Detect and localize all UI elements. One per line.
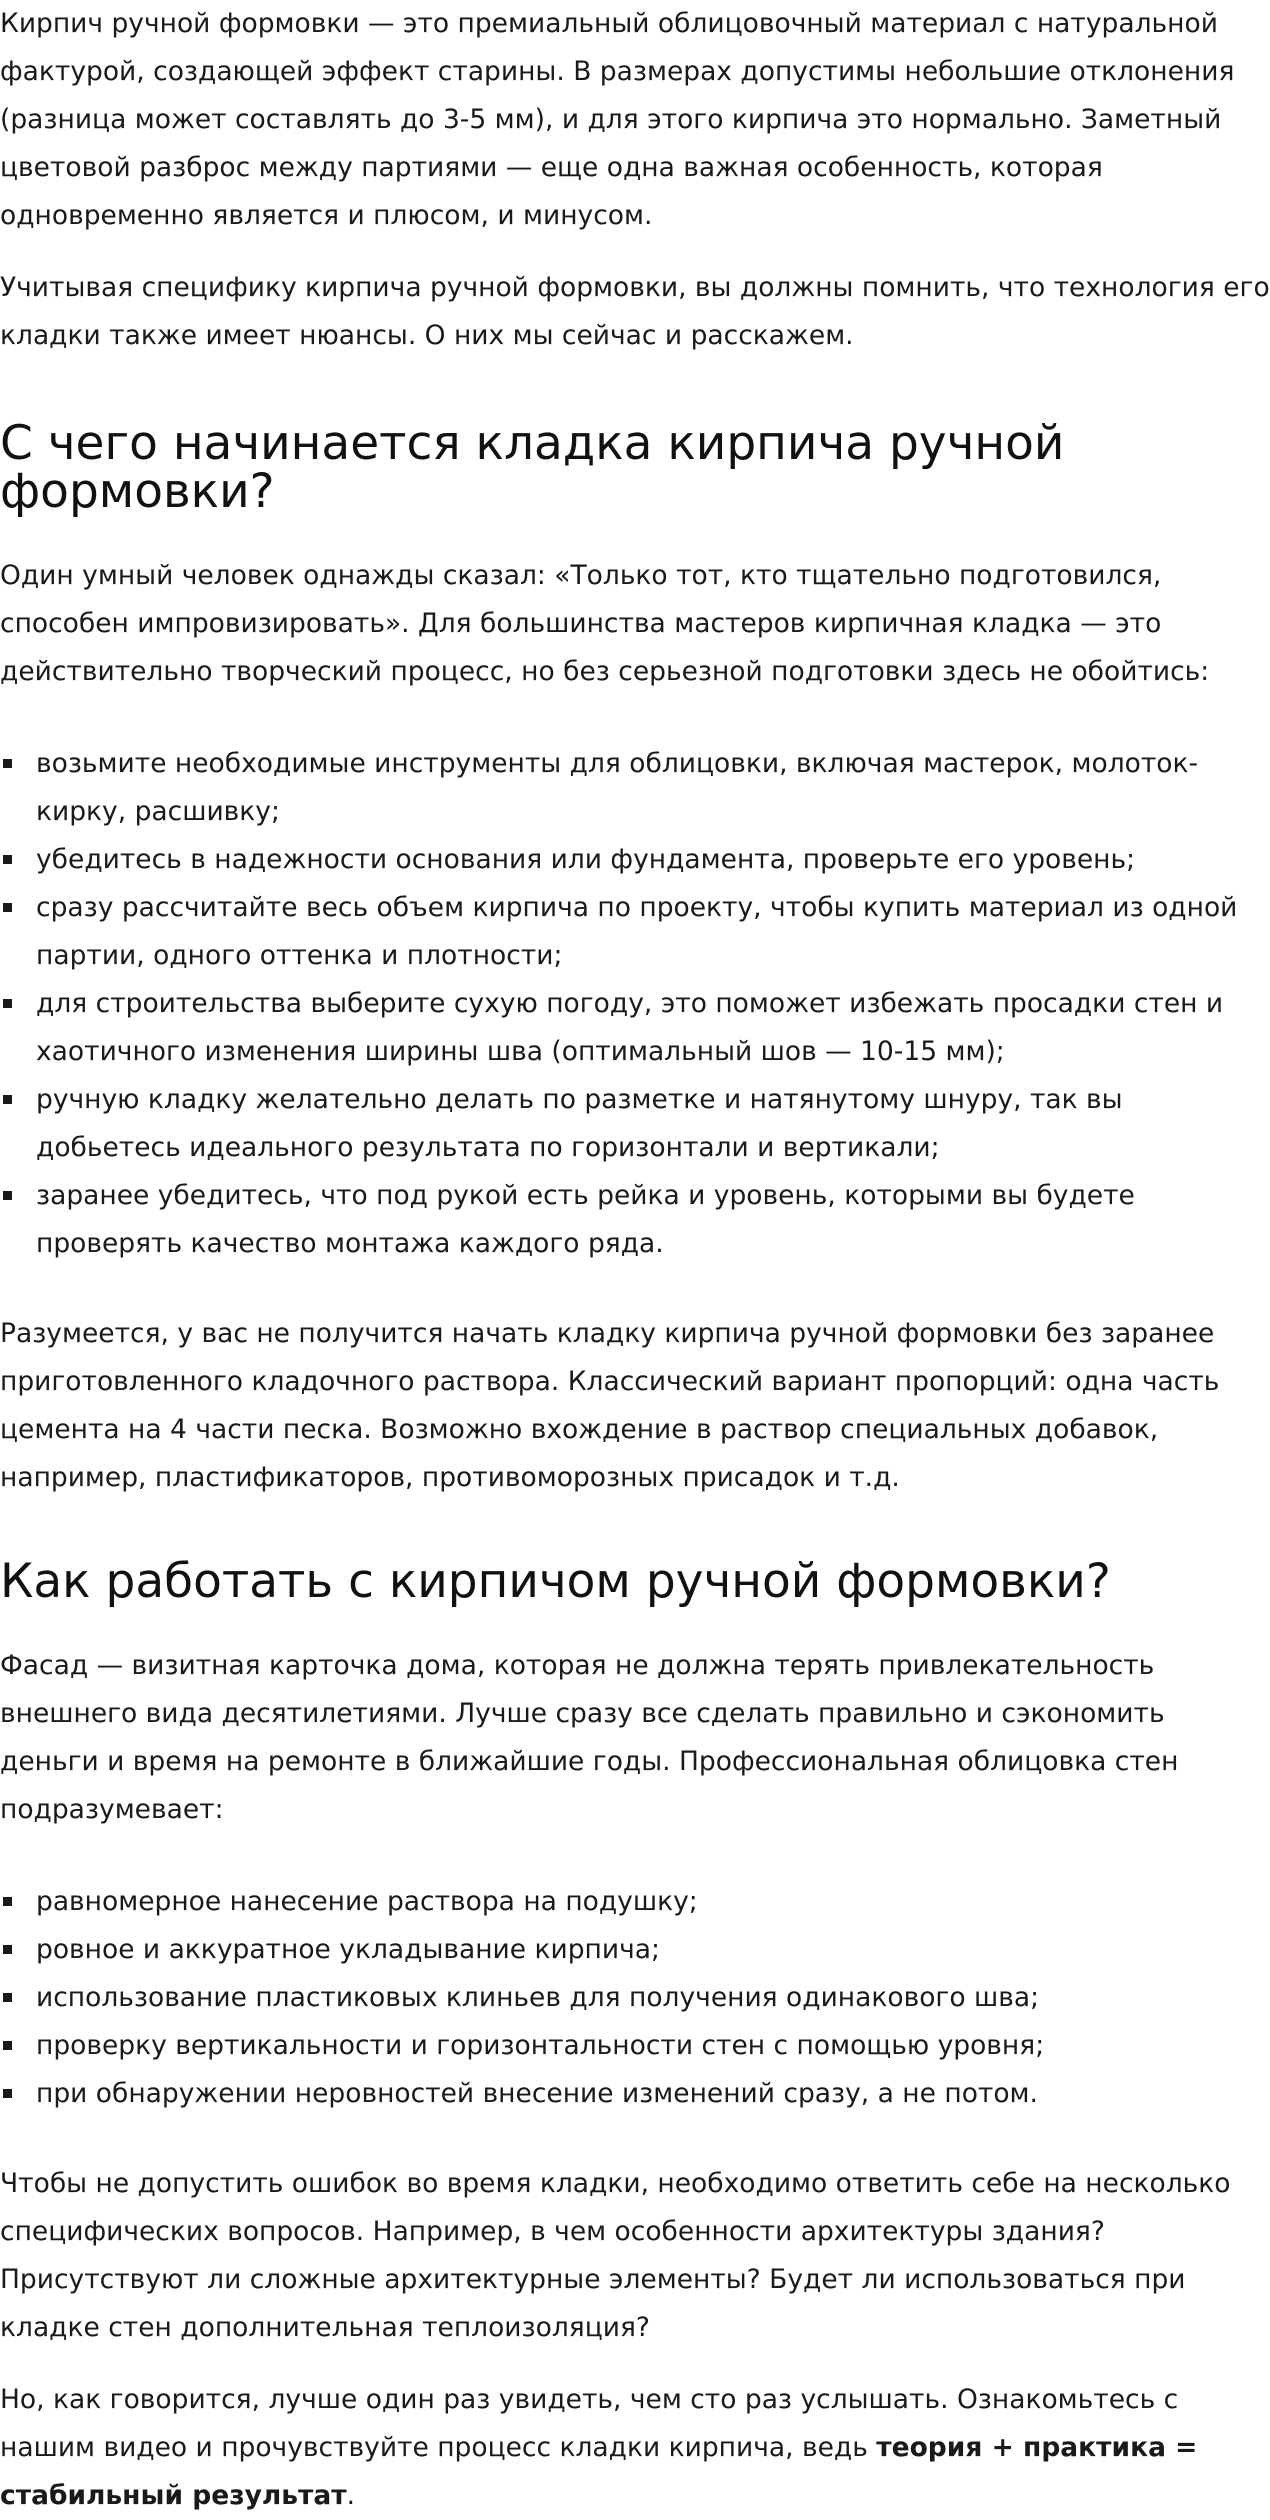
section-2-intro: Фасад — визитная карточка дома, которая не должна терять привлекательность внешнего вида десятилетиями. Лучше сразу все сделать правильно и сэкономить деньги и время на ремонте в ближайшие годы. Профессиональная облицовка стен подразумевает:: [0, 1650, 1179, 1825]
bullet-square-icon: [3, 1897, 12, 1906]
list-item-text: ровное и аккуратное укладывание кирпича;: [36, 1934, 660, 1965]
list-item-text: проверку вертикальности и горизонтальности стен с помощью уровня;: [36, 2030, 1045, 2061]
list-item-text: ручную кладку желательно делать по разметке и натянутому шнуру, так вы добьетесь идеального результата по горизонтали и вертикали;: [36, 1084, 1123, 1163]
list-item: [0, 740, 1270, 836]
list-item: [0, 1974, 1270, 2022]
list-item-text: заранее убедитесь, что под рукой есть рейка и уровень, которыми вы будете проверять качество монтажа каждого ряда.: [36, 1180, 1135, 1259]
list-item-text: сразу рассчитайте весь объем кирпича по проекту, чтобы купить материал из одной партии, одного оттенка и плотности;: [36, 892, 1238, 971]
section-2-heading: Как работать с кирпичом ручной формовки?: [0, 1554, 1111, 1609]
bullet-square-icon: [3, 2089, 12, 2098]
closing-text: Но, как говорится, лучше один раз увидеть, чем сто раз услышать. Ознакомьтесь с нашим видео и прочувствуйте процесс кладки кирпича, ведь: [0, 2384, 1179, 2463]
section-1-outro: Разумеется, у вас не получится начать кладку кирпича ручной формовки без заранее приготовленного кладочного раствора. Классический вариант пропорций: одна часть цемента на 4 части песка. Возможно вхождение в раствор специальных добавок, например, пластификаторов, противоморозных присадок и т.д.: [0, 1318, 1220, 1493]
list-item: [0, 1076, 1270, 1172]
closing-paragraph: [0, 2376, 1270, 2520]
list-item: [0, 884, 1270, 980]
list-item-text: возьмите необходимые инструменты для облицовки, включая мастерок, молоток-кирку, расшивку;: [36, 748, 1199, 827]
list-item-text: равномерное нанесение раствора на подушку;: [36, 1886, 698, 1917]
list-item: [0, 1926, 1270, 1974]
list-item-text: использование пластиковых клиньев для получения одинакового шва;: [36, 1982, 1040, 2013]
section-2-outro: Чтобы не допустить ошибок во время кладки, необходимо ответить себе на несколько специфических вопросов. Например, в чем особенности архитектуры здания? Присутствуют ли сложные архитектурные элементы? Будет ли использоваться при кладке стен дополнительная теплоизоляция?: [0, 2168, 1231, 2343]
closing-emphasis: теория + практика = стабильный результат: [0, 2432, 1198, 2511]
section-1-list: [0, 740, 1270, 1268]
bullet-square-icon: [3, 759, 12, 768]
list-item: [0, 836, 1270, 884]
bullet-square-icon: [3, 1993, 12, 2002]
section-1-heading: С чего начинается кладка кирпича ручной формовки?: [0, 416, 1065, 519]
bullet-square-icon: [3, 1191, 12, 1200]
list-item-text: для строительства выберите сухую погоду, это поможет избежать просадки стен и хаотичного изменения ширины шва (оптимальный шов — 10-15 мм);: [36, 988, 1224, 1067]
list-item: [0, 2022, 1270, 2070]
bullet-square-icon: [3, 1945, 12, 1954]
section-1-intro: Один умный человек однажды сказал: «Только тот, кто тщательно подготовился, способен импровизировать». Для большинства мастеров кирпичная кладка — это действительно творческий процесс, но без серьезной подготовки здесь не обойтись:: [0, 560, 1210, 687]
list-item-text: убедитесь в надежности основания или фундамента, проверьте его уровень;: [36, 844, 1136, 875]
section-2-list: [0, 1878, 1270, 2118]
list-item: [0, 980, 1270, 1076]
bullet-square-icon: [3, 1095, 12, 1104]
bullet-square-icon: [3, 2041, 12, 2050]
list-item: [0, 2070, 1270, 2118]
intro-paragraph-2: Учитывая специфику кирпича ручной формовки, вы должны помнить, что технология его кладки также имеет нюансы. О них мы сейчас и расскажем.: [0, 272, 1270, 351]
bullet-square-icon: [3, 903, 12, 912]
intro-paragraph-1: Кирпич ручной формовки — это премиальный облицовочный материал с натуральной фактурой, создающей эффект старины. В размерах допустимы небольшие отклонения (разница может составлять до 3-5 мм), и для этого кирпича это нормально. Заметный цветовой разброс между партиями — еще одна важная особенность, которая одновременно является и плюсом, и минусом.: [0, 8, 1235, 231]
bullet-square-icon: [3, 855, 12, 864]
list-item: [0, 1172, 1270, 1268]
bullet-square-icon: [3, 999, 12, 1008]
list-item: [0, 1878, 1270, 1926]
list-item-text: при обнаружении неровностей внесение изменений сразу, а не потом.: [36, 2078, 1038, 2109]
closing-period: .: [346, 2480, 356, 2511]
